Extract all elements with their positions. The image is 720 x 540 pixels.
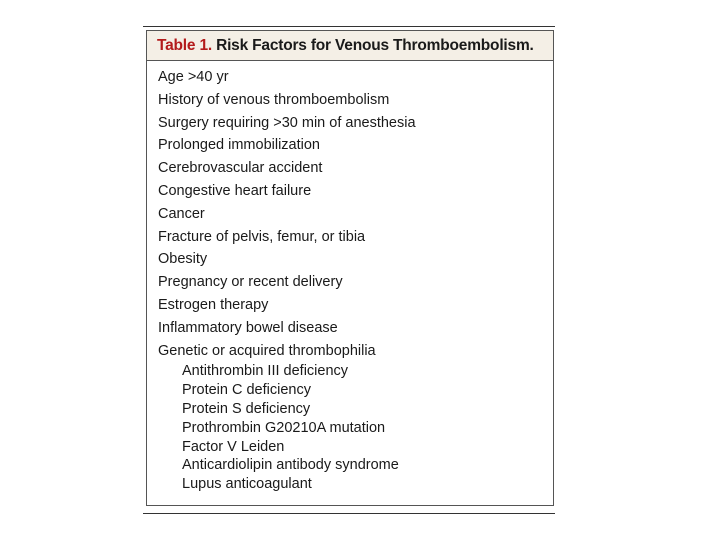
sub-item: Prothrombin G20210A mutation <box>182 419 386 436</box>
sub-item: Protein C deficiency <box>182 382 311 399</box>
factor-item: Age >40 yr <box>158 69 229 85</box>
sub-item: Lupus anticoagulant <box>182 476 312 493</box>
sub-item: Protein S deficiency <box>182 400 311 417</box>
table-label: Table 1. <box>157 37 212 54</box>
factor-item: Cancer <box>158 205 205 222</box>
factor-item: Surgery requiring >30 min of anesthesia <box>158 114 416 131</box>
factor-item: Obesity <box>158 251 208 268</box>
factor-list <box>147 61 553 494</box>
factor-item: History of venous thromboembolism <box>158 91 390 108</box>
factor-item: Cerebrovascular accident <box>158 160 323 177</box>
factor-item: Pregnancy or recent delivery <box>158 274 343 291</box>
factor-item: Congestive heart failure <box>158 182 312 199</box>
factor-item-thrombophilia: Genetic or acquired thrombophilia <box>158 342 376 359</box>
table-header <box>147 31 553 61</box>
factor-item: Estrogen therapy <box>158 296 269 313</box>
sub-item: Antithrombin III deficiency <box>182 363 349 380</box>
top-rule <box>143 26 555 27</box>
risk-factors-table <box>146 30 554 506</box>
sub-item: Factor V Leiden <box>182 438 285 455</box>
factor-item: Inflammatory bowel disease <box>158 319 338 336</box>
factor-item: Fracture of pelvis, femur, or tibia <box>158 228 366 245</box>
table-title: Risk Factors for Venous Thromboembolism. <box>216 37 534 54</box>
bottom-rule <box>143 513 555 514</box>
thrombophilia-sub-list <box>158 362 553 494</box>
thrombophilia-subgroup <box>158 362 553 494</box>
sub-item: Anticardiolipin antibody syndrome <box>182 457 399 474</box>
factor-item: Prolonged immobilization <box>158 137 320 154</box>
